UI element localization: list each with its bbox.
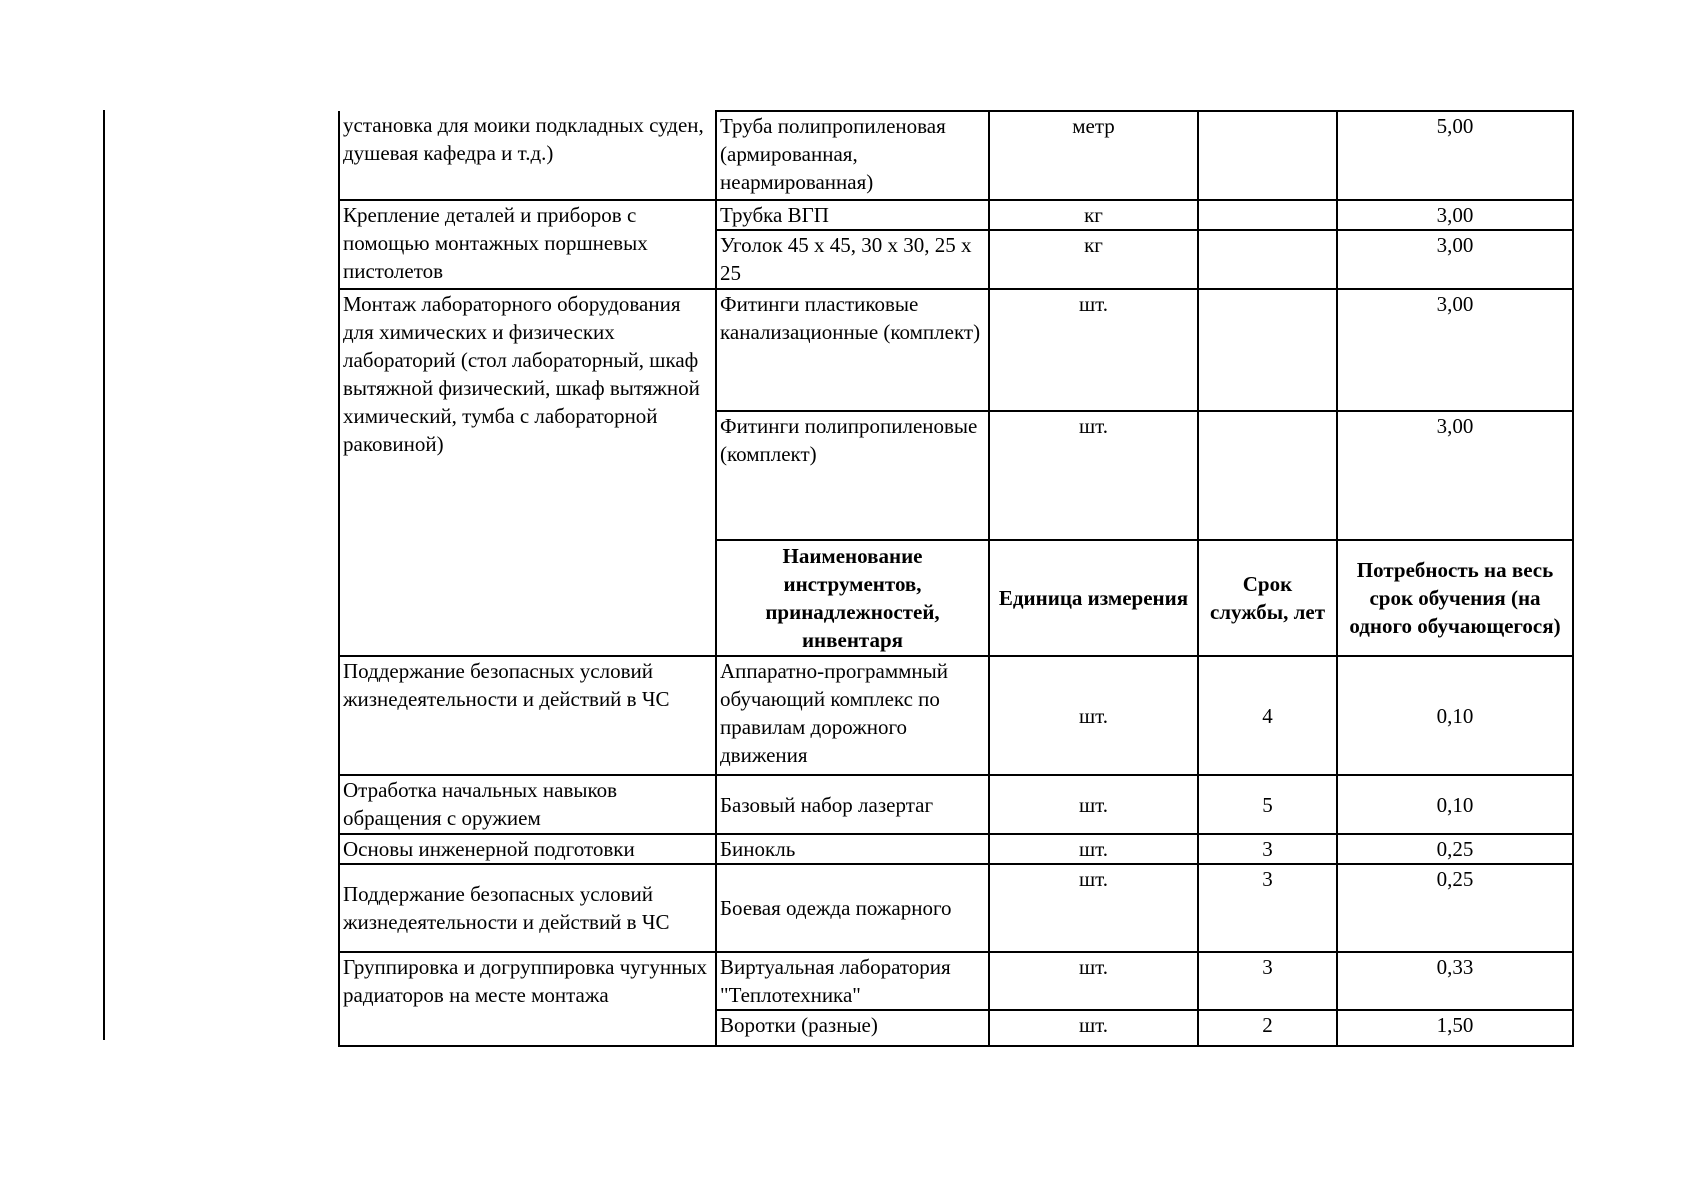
life-cell [1198, 111, 1337, 200]
item-name-cell: Боевая одежда пожарного [716, 864, 989, 952]
need-cell: 0,25 [1337, 834, 1573, 864]
unit-cell: кг [989, 230, 1198, 289]
table-row [339, 111, 1573, 200]
need-cell: 3,00 [1337, 289, 1573, 411]
section-cell: Отработка начальных навыков обращения с оружием [339, 775, 716, 834]
life-cell: 4 [1198, 656, 1337, 775]
section-cell: Основы инженерной подготовки [339, 834, 716, 864]
life-cell: 3 [1198, 952, 1337, 1010]
life-cell [1198, 230, 1337, 289]
need-cell: 0,10 [1337, 656, 1573, 775]
life-cell [1198, 289, 1337, 411]
section-cell: установка для моики подкладных суден, душевая кафедра и т.д.) [339, 111, 716, 200]
life-cell: 3 [1198, 864, 1337, 952]
need-cell: 5,00 [1337, 111, 1573, 200]
header-life: Срок службы, лет [1198, 540, 1337, 656]
table-row [339, 952, 1573, 1010]
unit-cell: шт. [989, 289, 1198, 411]
section-cell: Поддержание безопасных условий жизнедеятельности и действий в ЧС [339, 864, 716, 952]
item-name-cell: Трубка ВГП [716, 200, 989, 230]
need-cell: 3,00 [1337, 200, 1573, 230]
life-cell: 3 [1198, 834, 1337, 864]
life-cell: 5 [1198, 775, 1337, 834]
item-name-cell: Фитинги полипропиленовые (комплект) [716, 411, 989, 540]
table-row [339, 775, 1573, 834]
section-cell: Поддержание безопасных условий жизнедеятельности и действий в ЧС [339, 656, 716, 775]
section-cell: Крепление деталей и приборов с помощью монтажных поршневых пистолетов [339, 200, 716, 289]
unit-cell: метр [989, 111, 1198, 200]
need-cell: 0,25 [1337, 864, 1573, 952]
unit-cell: шт. [989, 1010, 1198, 1046]
section-cell: Группировка и догруппировка чугунных радиаторов на месте монтажа [339, 952, 716, 1046]
item-name-cell: Виртуальная лаборатория "Теплотехника" [716, 952, 989, 1010]
item-name-cell: Бинокль [716, 834, 989, 864]
life-cell [1198, 200, 1337, 230]
need-cell: 0,10 [1337, 775, 1573, 834]
table-row [339, 289, 1573, 411]
table-row [339, 656, 1573, 775]
equipment-table [338, 110, 1574, 1047]
left-margin-line [103, 110, 105, 1040]
need-cell: 3,00 [1337, 411, 1573, 540]
need-cell: 1,50 [1337, 1010, 1573, 1046]
item-name-cell: Труба полипропиленовая (армированная, неармированная) [716, 111, 989, 200]
life-cell [1198, 411, 1337, 540]
life-cell: 2 [1198, 1010, 1337, 1046]
header-name: Наименование инструментов, принадлежностей, инвентаря [716, 540, 989, 656]
unit-cell: шт. [989, 656, 1198, 775]
unit-cell: шт. [989, 834, 1198, 864]
table-row [339, 864, 1573, 952]
table-row [339, 200, 1573, 230]
item-name-cell: Уголок 45 х 45, 30 х 30, 25 х 25 [716, 230, 989, 289]
item-name-cell: Воротки (разные) [716, 1010, 989, 1046]
item-name-cell: Базовый набор лазертаг [716, 775, 989, 834]
item-name-cell: Аппаратно-программный обучающий комплекс по правилам дорожного движения [716, 656, 989, 775]
table-row [339, 834, 1573, 864]
need-cell: 3,00 [1337, 230, 1573, 289]
header-unit: Единица измерения [989, 540, 1198, 656]
need-cell: 0,33 [1337, 952, 1573, 1010]
item-name-cell: Фитинги пластиковые канализационные (комплект) [716, 289, 989, 411]
unit-cell: шт. [989, 411, 1198, 540]
unit-cell: шт. [989, 864, 1198, 952]
header-need: Потребность на весь срок обучения (на одного обучающегося) [1337, 540, 1573, 656]
unit-cell: шт. [989, 952, 1198, 1010]
unit-cell: кг [989, 200, 1198, 230]
unit-cell: шт. [989, 775, 1198, 834]
section-cell: Монтаж лабораторного оборудования для химических и физических лабораторий (стол лабораторный, шкаф вытяжной физический, шкаф вытяжной химический, тумба с лабораторной раковиной) [339, 289, 716, 656]
